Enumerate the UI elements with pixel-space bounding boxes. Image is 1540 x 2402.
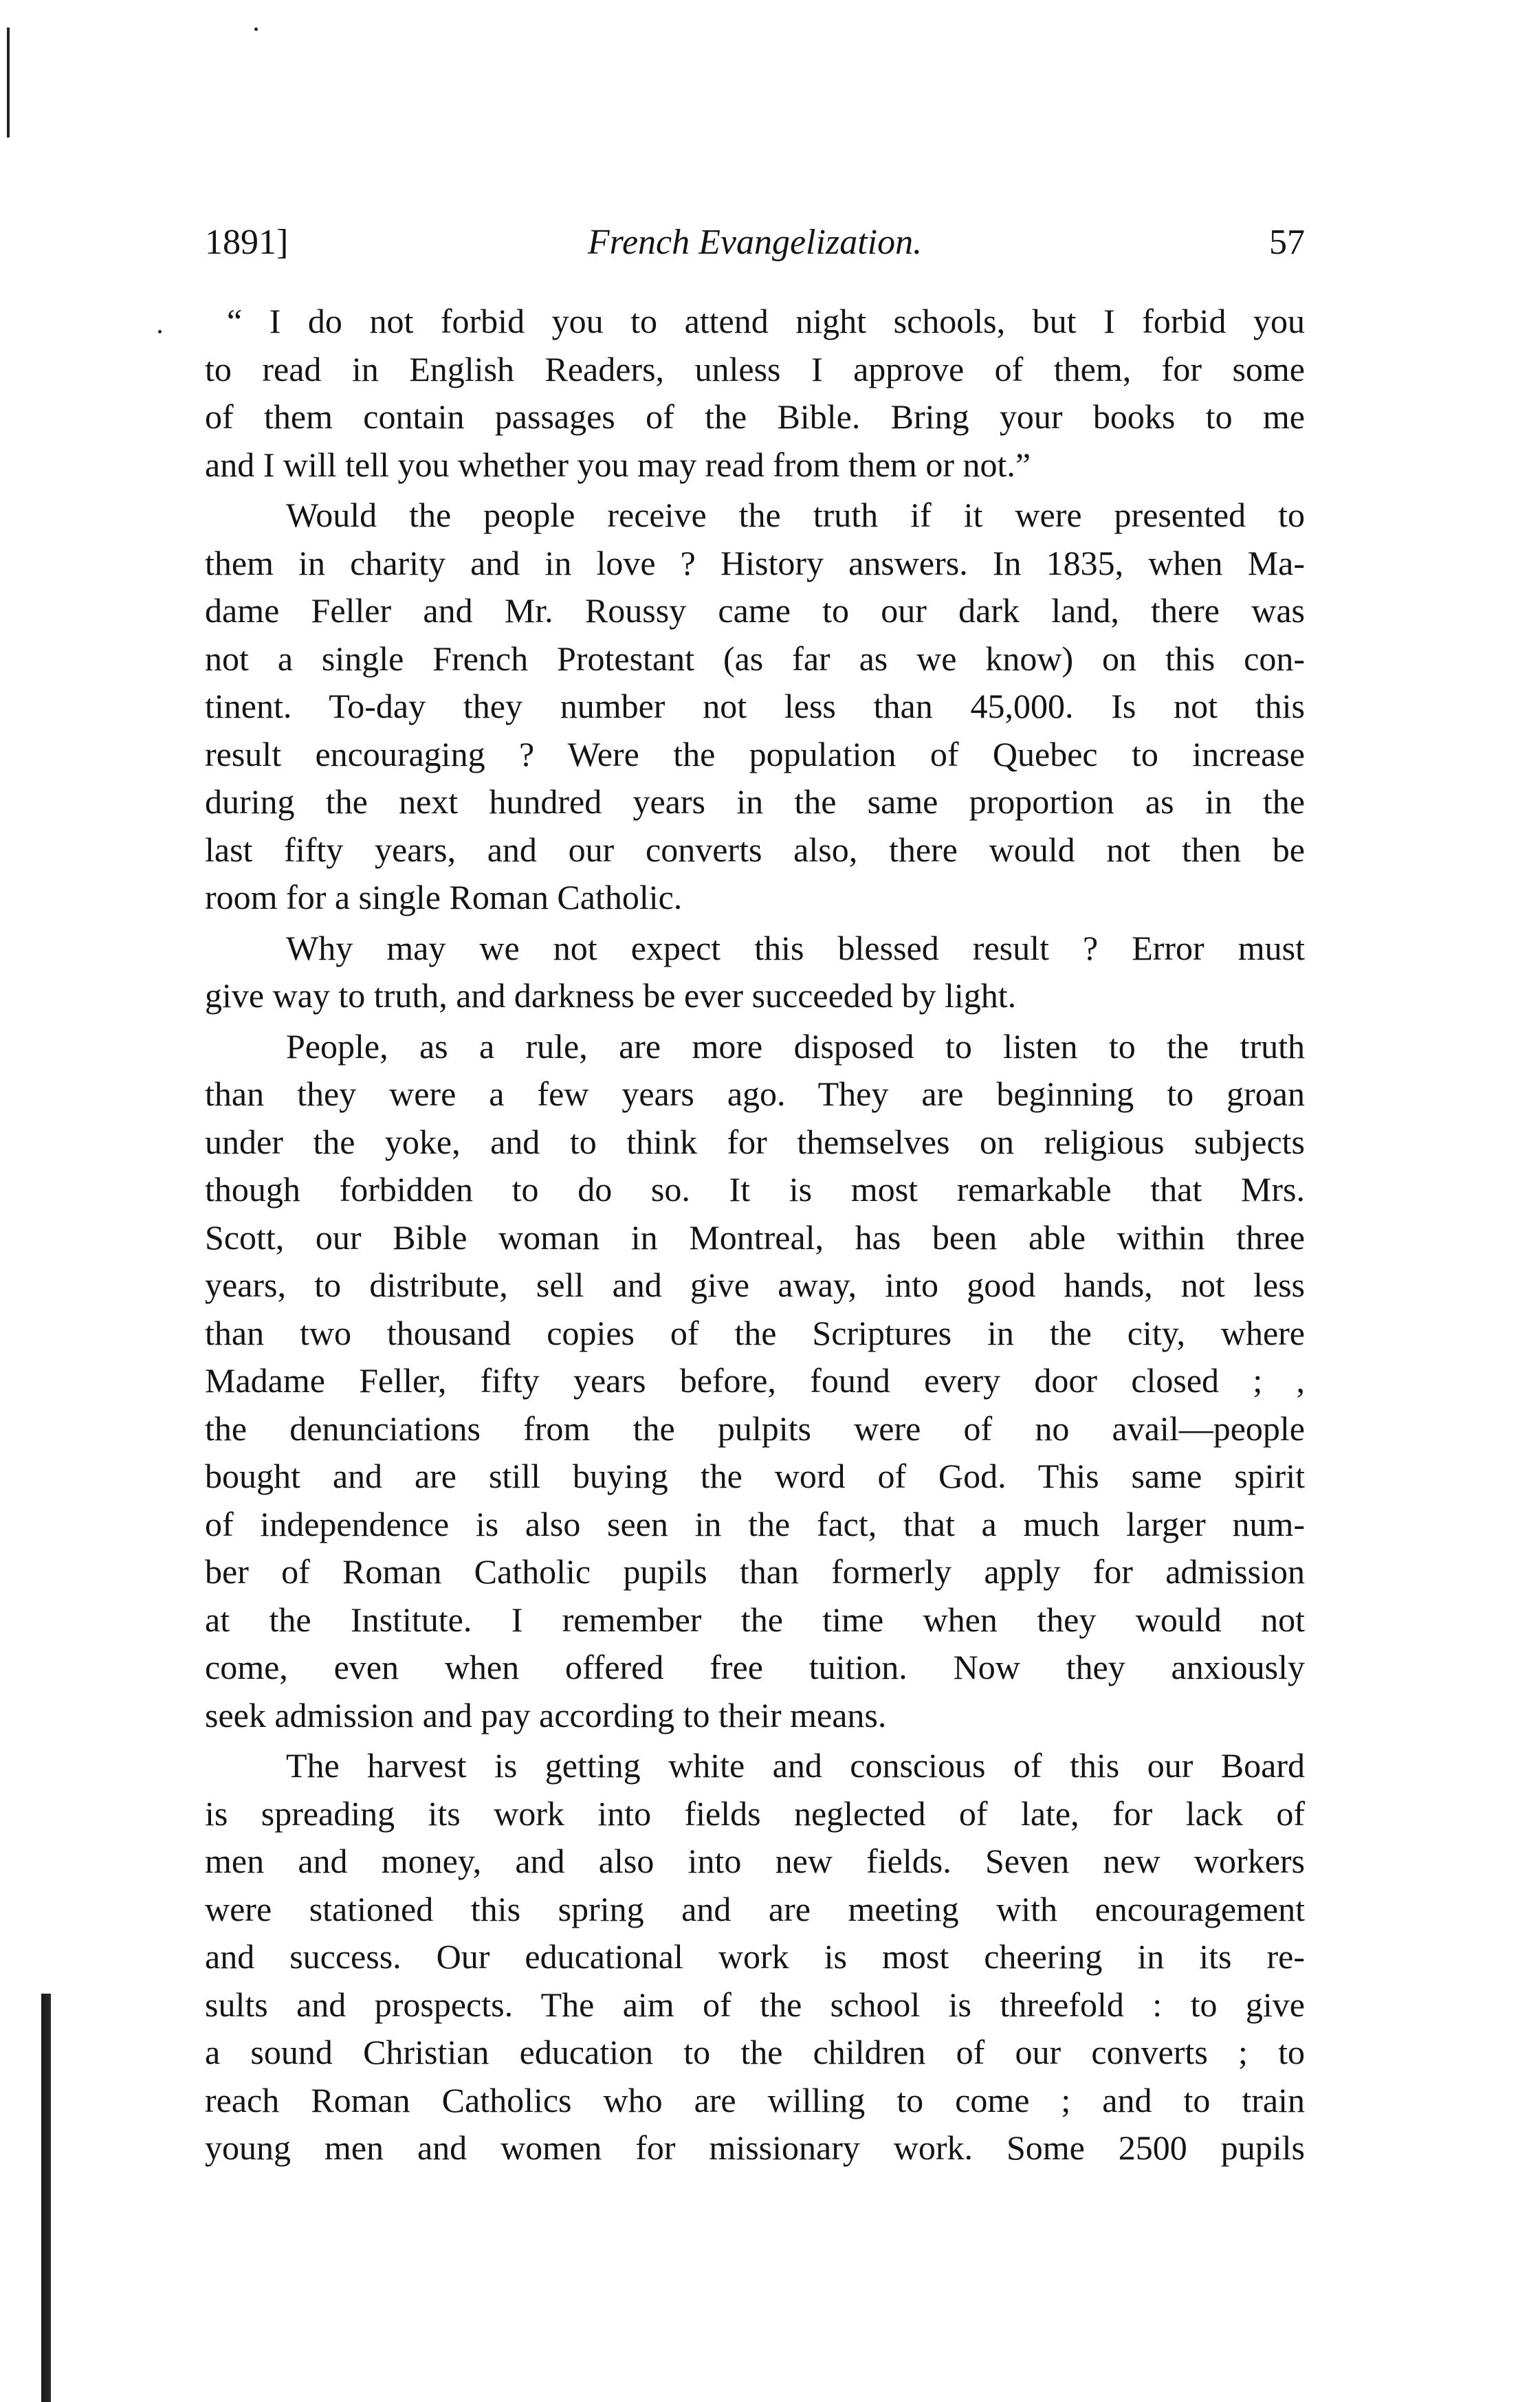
text-line: during the next hundred years in the same proportion as in the xyxy=(205,782,1305,821)
text-line: not a single French Protestant (as far as we know) on this con- xyxy=(205,639,1305,678)
text-line: than they were a few years ago. They are beginning to groan xyxy=(205,1075,1305,1113)
text-line: under the yoke, and to think for themselves on religious subjects xyxy=(205,1122,1305,1161)
page-number: 57 xyxy=(1269,223,1305,262)
scan-speck xyxy=(254,27,258,31)
text-line: is spreading its work into fields neglected of late, for lack of xyxy=(205,1794,1305,1833)
text-line: seek admission and pay according to their means. xyxy=(205,1695,887,1734)
paragraph-1 xyxy=(205,298,1305,489)
text-line: give way to truth, and darkness be ever succeeded by light. xyxy=(205,976,1017,1015)
text-line: Madame Feller, fifty years before, found every door closed ; , xyxy=(205,1361,1305,1400)
header-title: French Evangelization. xyxy=(587,223,923,262)
body-text xyxy=(205,298,1305,2175)
text-line: reach Roman Catholics who are willing to come ; and to train xyxy=(205,2080,1305,2119)
text-line: ber of Roman Catholic pupils than formerly apply for admission xyxy=(205,1552,1305,1591)
paragraph-2 xyxy=(205,492,1305,922)
running-header xyxy=(205,219,1305,267)
text-line: sults and prospects. The aim of the school is threefold : to give xyxy=(205,1985,1305,2024)
text-line: and I will tell you whether you may read from them or not.” xyxy=(205,445,1031,484)
text-line: young men and women for missionary work. Some 2500 pupils xyxy=(205,2128,1305,2167)
text-line: Why may we not expect this blessed result ? Error must xyxy=(286,928,1305,967)
text-line: at the Institute. I remember the time when they would not xyxy=(205,1600,1305,1639)
text-line: of independence is also seen in the fact, that a much larger num- xyxy=(205,1504,1305,1543)
text-line: them in charity and in love ? History answers. In 1835, when Ma- xyxy=(205,543,1305,582)
text-line: room for a single Roman Catholic. xyxy=(205,878,683,916)
text-line: were stationed this spring and are meeting with encouragement xyxy=(205,1889,1305,1928)
text-line: tinent. To-day they number not less than 45,000. Is not this xyxy=(205,687,1305,725)
text-line: People, as a rule, are more disposed to listen to the truth xyxy=(286,1026,1305,1066)
text-line: a sound Christian education to the children of our converts ; to xyxy=(205,2033,1305,2071)
text-line: men and money, and also into new fields. Seven new workers xyxy=(205,1842,1305,1880)
text-line: of them contain passages of the Bible. Bring your books to me xyxy=(205,397,1305,436)
text-line: come, even when offered free tuition. Now they anxiously xyxy=(205,1648,1305,1686)
scan-speck xyxy=(158,330,162,333)
scan-edge-artifact xyxy=(7,27,10,137)
text-line: than two thousand copies of the Scriptures in the city, where xyxy=(205,1313,1305,1352)
text-line: Scott, our Bible woman in Montreal, has been able within three xyxy=(205,1217,1305,1257)
paragraph-3 xyxy=(205,925,1305,1020)
scan-edge-artifact xyxy=(41,1994,51,2402)
text-line: to read in English Readers, unless I approve of them, for some xyxy=(205,349,1305,388)
text-line: dame Feller and Mr. Roussy came to our dark land, there was xyxy=(205,591,1305,630)
text-line: the denunciations from the pulpits were of no avail—people xyxy=(205,1409,1305,1448)
text-line: years, to distribute, sell and give away, into good hands, not less xyxy=(205,1266,1305,1304)
text-line: The harvest is getting white and conscious of this our Board xyxy=(286,1746,1305,1785)
paragraph-4 xyxy=(205,1023,1305,1740)
paragraph-5 xyxy=(205,1742,1305,2172)
text-line: bought and are still buying the word of God. This same spirit xyxy=(205,1457,1305,1495)
text-line: Would the people receive the truth if it were presented to xyxy=(286,496,1305,534)
text-line: “ I do not forbid you to attend night schools, but I forbid you xyxy=(227,302,1305,340)
header-year: 1891] xyxy=(205,223,289,262)
text-line: result encouraging ? Were the population of Quebec to increase xyxy=(205,734,1305,773)
text-line: last fifty years, and our converts also, there would not then be xyxy=(205,830,1305,869)
text-line: though forbidden to do so. It is most remarkable that Mrs. xyxy=(205,1170,1305,1209)
text-line: and success. Our educational work is most cheering in its re- xyxy=(205,1937,1305,1976)
